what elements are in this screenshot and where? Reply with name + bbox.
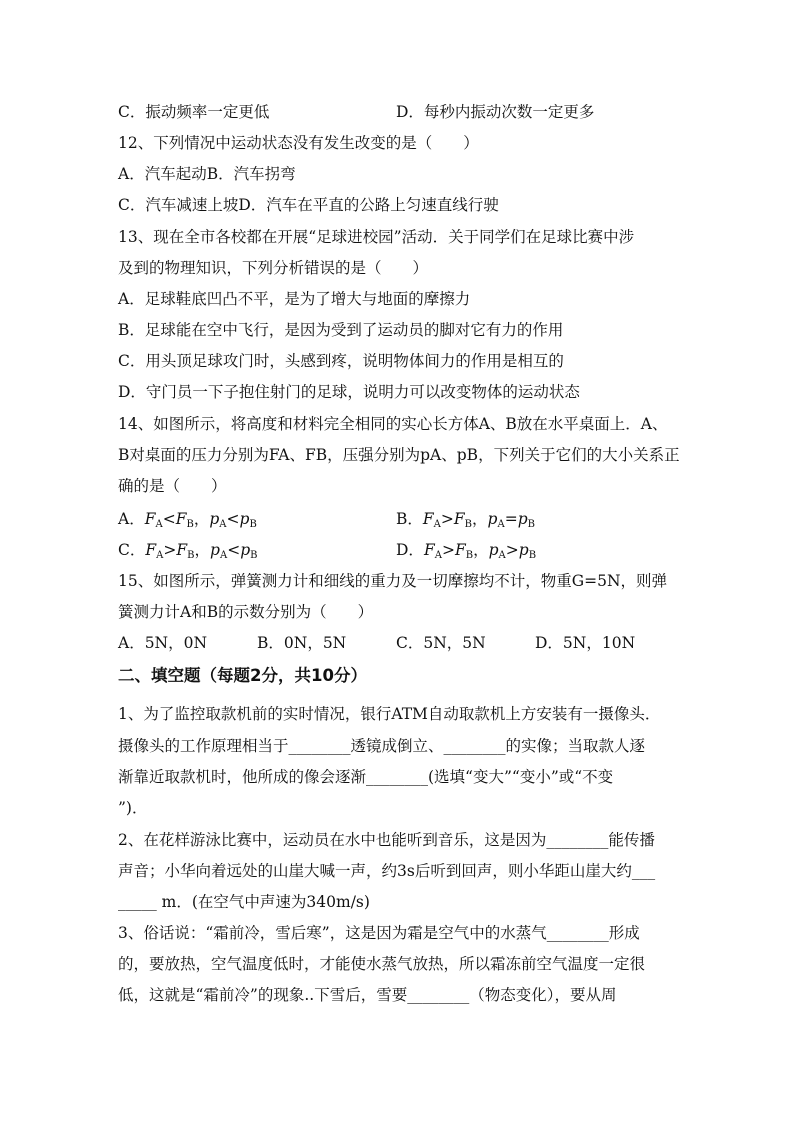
force-relation: > [441,541,455,559]
force-relation: > [163,541,177,559]
fill2-line-3: _____ m．(在空气中声速为340m/s) [118,893,370,911]
q13-option-a[interactable]: A．足球鞋底凹凸不平，是为了增大与地面的摩擦力 [118,290,471,308]
option-label: B． [396,510,423,528]
q12-options-cd[interactable]: C．汽车减速上坡D．汽车在平直的公路上匀速直线行驶 [118,196,499,214]
fill1-line-2: 摄像头的工作原理相当于________透镜成倒立、________的实像；当取款人逐 [118,737,646,755]
option-label: D． [396,541,424,559]
separator: ， [193,510,210,528]
fill3-line-3: 低，这就是“霜前冷”的现象..下雪后，雪要________（物态变化），要从周 [118,986,617,1004]
q14-option-d[interactable]: D．$F_A>F_B$，$p_A>p_B$ [396,541,537,561]
pressure-relation: < [227,541,241,559]
q11-option-d[interactable]: D．每秒内振动次数一定更多 [396,103,595,121]
option-label: C． [118,541,146,559]
q14-option-c[interactable]: C．$F_A>F_B$，$p_A<p_B$ [118,541,258,561]
q15-option-b[interactable]: B．0N，5N [257,634,347,652]
q13-stem-line-2: 及到的物理知识，下列分析错误的是（ ） [118,259,429,277]
section-heading-fill-in: 二、填空题（每题2分，共10分） [118,666,367,685]
pressure-relation: = [504,510,518,528]
fill3-line-2: 的，要放热，空气温度低时，才能使水蒸气放热，所以霜冻前空气温度一定很 [118,955,646,973]
fill2-line-1: 2、在花样游泳比赛中，运动员在水中也能听到音乐，这是因为________能传播 [118,831,655,849]
separator: ， [473,541,489,559]
q15-stem-line-2: 簧测力计A和B的示数分别为（ ） [118,603,374,621]
q13-option-b[interactable]: B．足球能在空中飞行，是因为受到了运动员的脚对它有力的作用 [118,321,564,339]
q14-stem-line-3: 确的是（ ） [118,477,227,495]
q15-option-a[interactable]: A．5N，0N [118,634,208,652]
q13-option-c[interactable]: C．用头顶足球攻门时，头感到疼，说明物体间力的作用是相互的 [118,352,564,370]
q13-option-d[interactable]: D．守门员一下子抱住射门的足球，说明力可以改变物体的运动状态 [118,383,580,401]
fill1-line-3: 渐靠近取款机时，他所成的像会逐渐________(选填“变大”“变小”或“不变 [118,768,614,786]
q15-stem-line-1: 15、如图所示，弹簧测力计和细线的重力及一切摩擦均不计，物重G=5N，则弹 [118,572,668,590]
separator: ， [194,541,211,559]
q14-options-row-1 [118,509,535,535]
q14-stem-line-1: 14、如图所示，将高度和材料完全相同的实心长方体A、B放在水平桌面上．A、 [118,415,668,433]
q12-options-ab[interactable]: A．汽车起动B．汽车拐弯 [118,165,296,183]
separator: ， [472,510,488,528]
force-relation: < [162,510,176,528]
q12-stem: 12、下列情况中运动状态没有发生改变的是（ ） [118,134,479,152]
q11-options-row [118,102,595,122]
force-relation: > [440,510,454,528]
pressure-relation: > [505,541,519,559]
q14-option-a[interactable]: A．$F_A<F_B$，$p_A<p_B$ [118,510,257,530]
option-label: A． [118,510,145,528]
q15-option-d[interactable]: D．5N，10N [535,634,636,652]
q14-option-b[interactable]: B．$F_A>F_B$，$p_A=p_B$ [396,510,535,530]
pressure-relation: < [226,510,240,528]
fill1-line-4: ”)． [118,799,148,817]
fill2-line-2: 声音；小华向着远处的山崖大喊一声，约3s后听到回声，则小华距山崖大约___ [118,862,656,880]
fill1-line-1: 1、为了监控取款机前的实时情况，银行ATM自动取款机上方安装有一摄像头． [118,705,661,723]
fill3-line-1: 3、俗话说：“霜前冷，雪后寒”，这是因为霜是空气中的水蒸气________形成 [118,924,640,942]
q13-stem-line-1: 13、现在全市各校都在开展“足球进校园”活动．关于同学们在足球比赛中涉 [118,228,635,246]
q14-options-row-2 [118,540,537,566]
q11-option-c[interactable]: C．振动频率一定更低 [118,103,270,121]
q14-stem-line-2: B对桌面的压力分别为FA、FB，压强分别为pA、pB，下列关于它们的大小关系正 [118,446,680,464]
q15-option-c[interactable]: C．5N，5N [396,634,486,652]
